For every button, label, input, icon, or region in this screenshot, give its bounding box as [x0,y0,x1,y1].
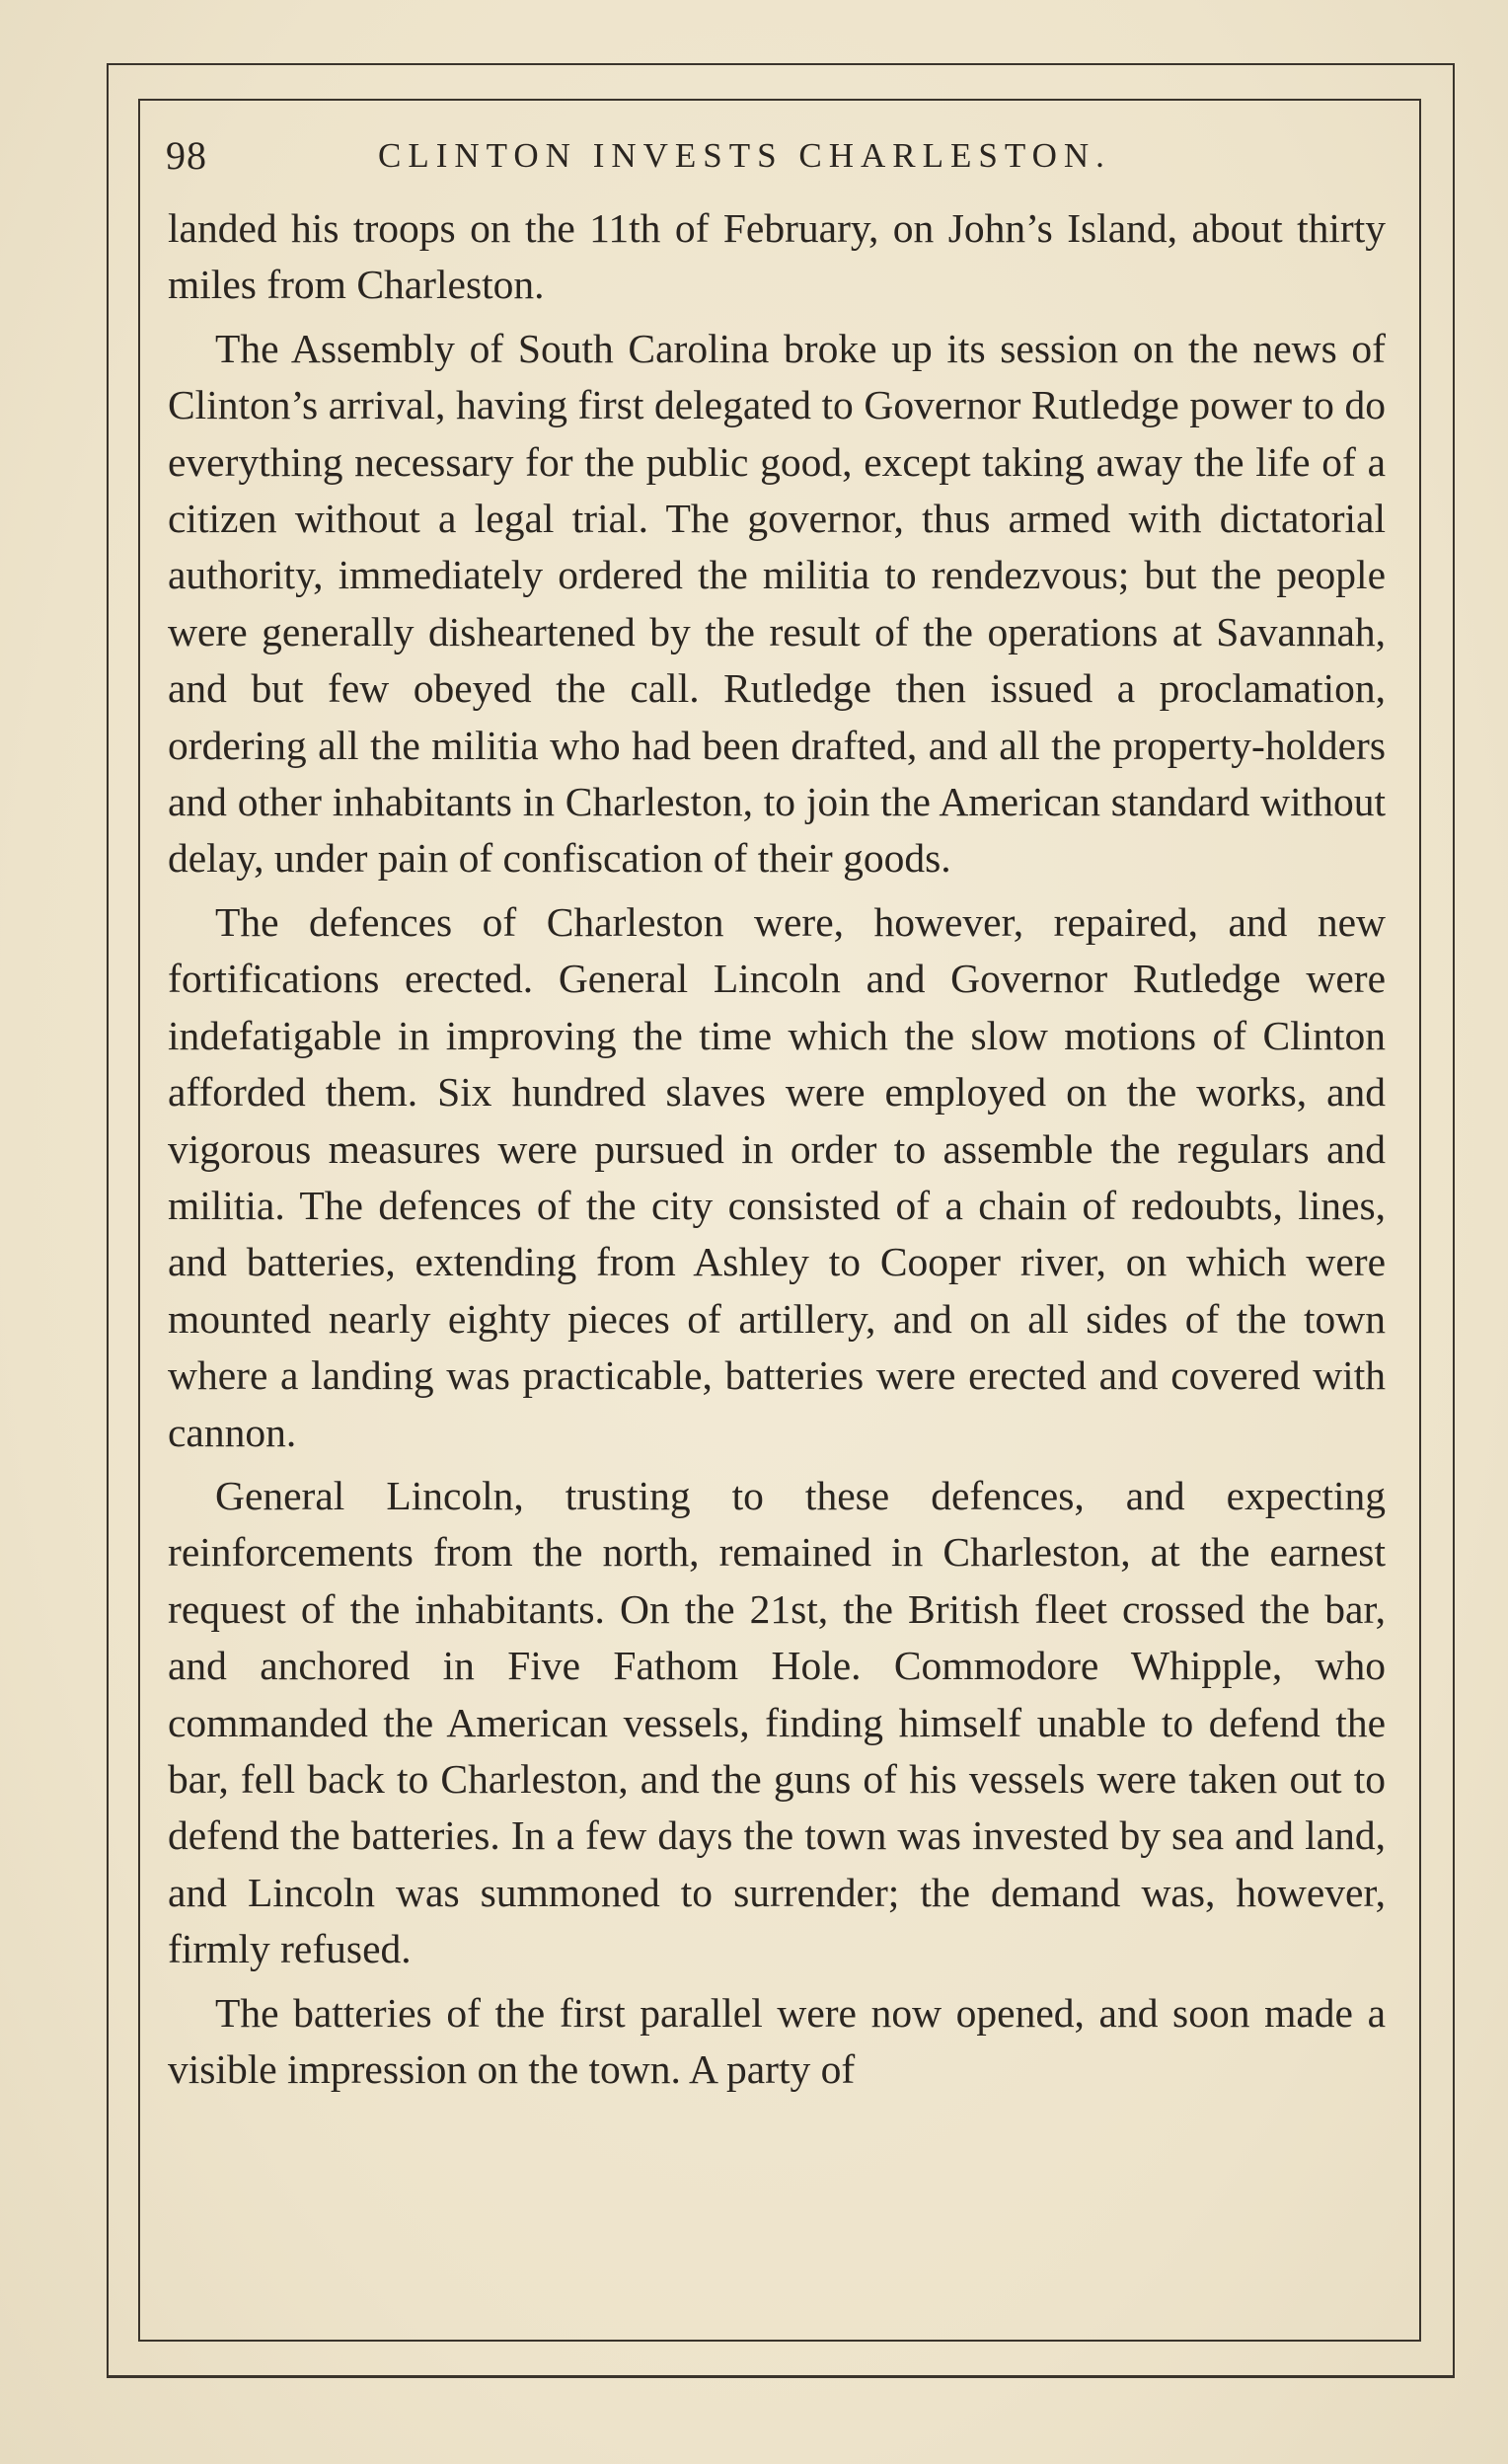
page-header [166,126,1390,186]
page-number: 98 [166,133,207,178]
paragraph: General Lincoln, trusting to these defences, and expecting reinforcements from the north, remained in Charleston, at the earnest request of the inhabitants. On the 21st, the British fleet crossed the bar, and anchored in Five Fathom Hole. Commodore Whipple, who commanded the American vessels, finding himself unable to defend the bar, fell back to Charleston, and the guns of his vessels were taken out to defend the batteries. In a few days the town was invested by sea and land, and Lincoln was summoned to surrender; the demand was, however, firmly refused. [168,1472,1386,1972]
paragraph: The Assembly of South Carolina broke up its session on the news of Clinton’s arrival, having first delegated to Governor Rutledge power to do everything necessary for the public good, except taking away the life of a citizen without a legal trial. The governor, thus armed with dictatorial authority, immediately ordered the militia to rendezvous; but the people were generally disheartened by the result of the operations at Savannah, and but few obeyed the call. Rutledge then issued a proclamation, ordering all the militia who had been drafted, and all the property-holders and other inhabitants in Charleston, to join the American standard without delay, under pain of confiscation of their goods. [168,325,1386,882]
paragraph: landed his troops on the 11th of February, on John’s Island, about thirty miles from Charleston. [168,205,1386,308]
paragraph: The defences of Charleston were, however, repaired, and new fortifications erected. General Lincoln and Governor Rutledge were indefatigable in improving the time which the slow motions of Clinton afforded them. Six hundred slaves were employed on the works, and vigorous measures were pursued in order to assemble the regulars and militia. The defences of the city consisted of a chain of redoubts, lines, and batteries, extending from Ashley to Cooper river, on which were mounted nearly eighty pieces of artillery, and on all sides of the town where a landing was practicable, batteries were erected and covered with cannon. [168,898,1386,1455]
body-text [168,200,1386,2098]
running-head: CLINTON INVESTS CHARLESTON. [378,136,1111,175]
bottom-rule [107,2375,1455,2378]
paragraph: The batteries of the first parallel were now opened, and soon made a visible impression on the town. A party of [168,1989,1386,2092]
